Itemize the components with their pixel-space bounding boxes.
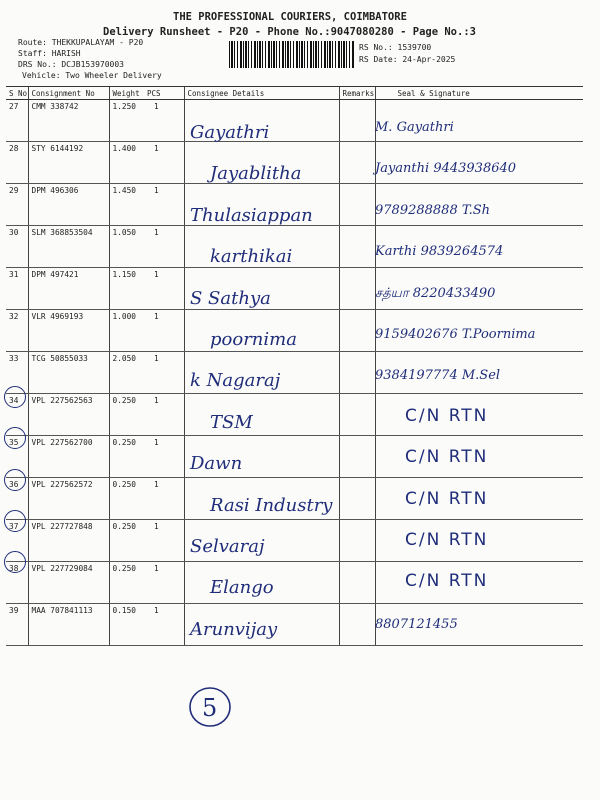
row-remarks bbox=[339, 352, 375, 394]
row-consignment: VPL 227729084 bbox=[28, 562, 109, 604]
row-sno: 33 bbox=[6, 352, 28, 394]
row-consignment: VPL 227727848 bbox=[28, 520, 109, 562]
circled-page-mark bbox=[186, 684, 236, 730]
row-remarks bbox=[339, 310, 375, 352]
row-sno: 37 bbox=[6, 520, 28, 562]
row-pcs: 1 bbox=[144, 478, 184, 520]
consignee-handwritten: Dawn bbox=[190, 453, 243, 475]
company-title: THE PROFESSIONAL COURIERS, COIMBATORE bbox=[173, 11, 407, 23]
row-pcs: 1 bbox=[144, 142, 184, 184]
drs-number: DRS No.: DCJB153970003 bbox=[18, 60, 124, 69]
row-pcs: 1 bbox=[144, 268, 184, 310]
row-sno: 28 bbox=[6, 142, 28, 184]
row-pcs: 1 bbox=[144, 604, 184, 646]
consignee-handwritten: S Sathya bbox=[190, 287, 271, 309]
row-pcs: 1 bbox=[144, 562, 184, 604]
seal-signature: சத்யா 8220433490 bbox=[375, 285, 496, 301]
sno-circle-mark bbox=[4, 469, 26, 491]
seal-signature: 9159402676 T.Poornima bbox=[375, 327, 536, 342]
consignee-handwritten: TSM bbox=[210, 411, 253, 433]
col-sno: S No bbox=[6, 87, 28, 100]
row-consignment: VPL 227562700 bbox=[28, 436, 109, 478]
row-consignment: DPM 497421 bbox=[28, 268, 109, 310]
row-sno: 31 bbox=[6, 268, 28, 310]
row-remarks bbox=[339, 562, 375, 604]
row-remarks bbox=[339, 478, 375, 520]
row-weight: 0.250 bbox=[109, 394, 144, 436]
row-sno: 38 bbox=[6, 562, 28, 604]
row-weight: 1.050 bbox=[109, 226, 144, 268]
row-sno: 29 bbox=[6, 184, 28, 226]
row-pcs: 1 bbox=[144, 436, 184, 478]
row-sno: 36 bbox=[6, 478, 28, 520]
row-sno: 35 bbox=[6, 436, 28, 478]
row-consignment: SLM 368853504 bbox=[28, 226, 109, 268]
seal-signature: M. Gayathri bbox=[375, 120, 454, 135]
row-consignment: VPL 227562572 bbox=[28, 478, 109, 520]
row-remarks bbox=[339, 184, 375, 226]
row-pcs: 1 bbox=[144, 310, 184, 352]
consignee-handwritten: Arunvijay bbox=[190, 618, 278, 640]
seal-signature: Jayanthi 9443938640 bbox=[375, 161, 517, 177]
row-sno: 39 bbox=[6, 604, 28, 646]
row-remarks bbox=[339, 100, 375, 142]
row-sno: 34 bbox=[6, 394, 28, 436]
row-consignee bbox=[184, 394, 339, 436]
row-weight: 1.400 bbox=[109, 142, 144, 184]
seal-signature: Karthi 9839264574 bbox=[375, 244, 504, 260]
col-consignment: Consignment No bbox=[28, 87, 109, 100]
rs-date: RS Date: 24-Apr-2025 bbox=[359, 55, 456, 64]
row-weight: 1.000 bbox=[109, 310, 144, 352]
row-consignment: VLR 4969193 bbox=[28, 310, 109, 352]
row-weight: 0.250 bbox=[109, 562, 144, 604]
consignee-handwritten: Rasi Industry bbox=[210, 494, 333, 516]
row-consignment: VPL 227562563 bbox=[28, 394, 109, 436]
route-label: Route: THEKKUPALAYAM - P20 bbox=[18, 38, 144, 47]
row-remarks bbox=[339, 226, 375, 268]
row-remarks bbox=[339, 268, 375, 310]
row-remarks bbox=[339, 436, 375, 478]
barcode bbox=[229, 41, 355, 68]
consignee-handwritten: poornima bbox=[210, 329, 297, 350]
row-remarks bbox=[339, 142, 375, 184]
seal-signature: 9384197774 M.Sel bbox=[375, 368, 501, 384]
consignee-handwritten: Elango bbox=[210, 577, 274, 599]
row-pcs: 1 bbox=[144, 184, 184, 226]
table-row bbox=[6, 604, 583, 646]
runsheet-subtitle: Delivery Runsheet - P20 - Phone No.:9047080280 - Page No.:3 bbox=[103, 26, 476, 38]
row-consignment: STY 6144192 bbox=[28, 142, 109, 184]
sno-circle-mark bbox=[4, 510, 26, 532]
table-row bbox=[6, 436, 583, 478]
row-consignment: CMM 338742 bbox=[28, 100, 109, 142]
row-weight: 1.450 bbox=[109, 184, 144, 226]
seal-signature: C/N RTN bbox=[405, 530, 489, 550]
page-mark-text: 5 bbox=[202, 694, 218, 722]
consignee-handwritten: Thulasiappan bbox=[190, 204, 313, 226]
consignee-handwritten: k Nagaraj bbox=[190, 370, 281, 392]
row-remarks bbox=[339, 394, 375, 436]
row-remarks bbox=[339, 604, 375, 646]
consignee-handwritten: Jayablitha bbox=[210, 163, 302, 185]
col-consignee: Consignee Details bbox=[184, 87, 339, 100]
col-pcs: PCS bbox=[144, 87, 184, 100]
table-row bbox=[6, 562, 583, 604]
row-weight: 2.050 bbox=[109, 352, 144, 394]
row-pcs: 1 bbox=[144, 394, 184, 436]
row-sno: 27 bbox=[6, 100, 28, 142]
row-pcs: 1 bbox=[144, 226, 184, 268]
consignee-handwritten: karthikai bbox=[210, 246, 293, 268]
table-row bbox=[6, 394, 583, 436]
vehicle-label: Vehicle: Two Wheeler Delivery bbox=[22, 71, 162, 80]
consignee-handwritten: Gayathri bbox=[190, 122, 270, 143]
seal-signature: 9789288888 T.Sh bbox=[375, 202, 491, 218]
sno-circle-mark bbox=[4, 386, 26, 408]
consignee-handwritten: Selvaraj bbox=[190, 536, 265, 557]
row-weight: 0.250 bbox=[109, 436, 144, 478]
row-consignment: MAA 707841113 bbox=[28, 604, 109, 646]
row-pcs: 1 bbox=[144, 100, 184, 142]
table-row bbox=[6, 100, 583, 142]
table-header-row bbox=[6, 87, 583, 100]
row-weight: 1.250 bbox=[109, 100, 144, 142]
row-pcs: 1 bbox=[144, 352, 184, 394]
col-weight: Weight bbox=[109, 87, 144, 100]
seal-signature: C/N RTN bbox=[405, 571, 489, 592]
row-pcs: 1 bbox=[144, 520, 184, 562]
seal-signature: C/N RTN bbox=[405, 447, 489, 468]
row-consignment: DPM 496306 bbox=[28, 184, 109, 226]
row-weight: 1.150 bbox=[109, 268, 144, 310]
row-weight: 0.250 bbox=[109, 478, 144, 520]
row-weight: 0.250 bbox=[109, 520, 144, 562]
col-seal: Seal & Signature bbox=[375, 87, 583, 100]
staff-label: Staff: HARISH bbox=[18, 49, 81, 58]
row-consignment: TCG 50855033 bbox=[28, 352, 109, 394]
seal-signature: C/N RTN bbox=[405, 488, 489, 509]
table-row bbox=[6, 520, 583, 562]
seal-signature: 8807121455 bbox=[375, 616, 458, 632]
seal-signature: C/N RTN bbox=[405, 405, 489, 426]
rs-number: RS No.: 1539700 bbox=[359, 43, 432, 52]
row-weight: 0.150 bbox=[109, 604, 144, 646]
col-remarks: Remarks bbox=[339, 87, 375, 100]
row-remarks bbox=[339, 520, 375, 562]
table-row bbox=[6, 268, 583, 310]
row-sno: 32 bbox=[6, 310, 28, 352]
row-sno: 30 bbox=[6, 226, 28, 268]
